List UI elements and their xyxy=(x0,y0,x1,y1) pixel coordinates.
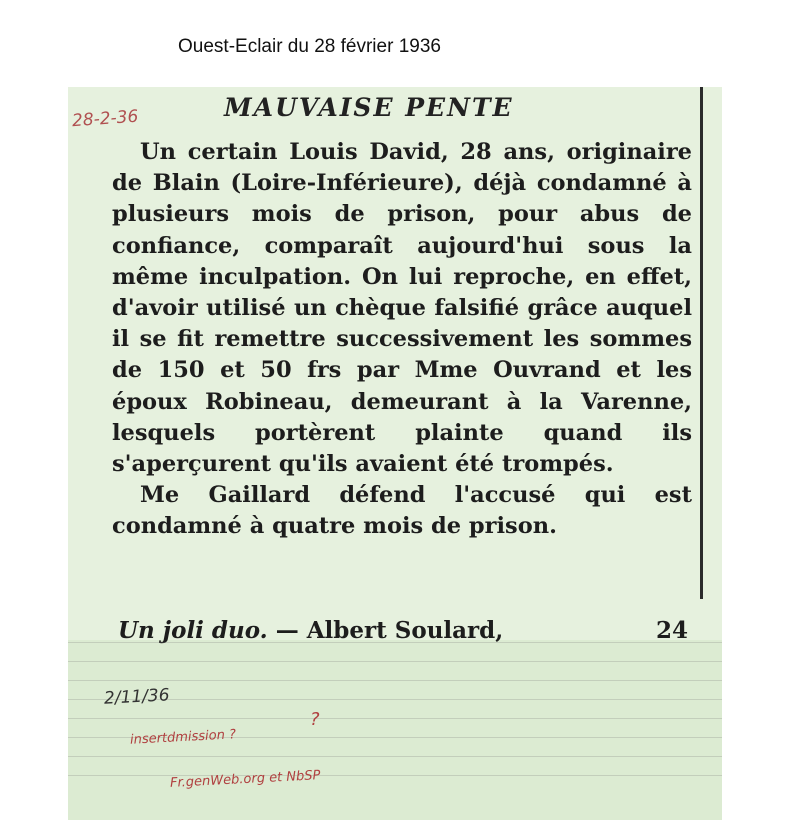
article-paragraph-2: Me Gaillard défend l'accusé qui est condamné à quatre mois de prison. xyxy=(112,482,692,540)
signoff-number: 24 xyxy=(655,617,688,644)
article-headline: MAUVAISE PENTE xyxy=(224,93,514,122)
article-paragraph-1: Un certain Louis David, 28 ans, originaire de Blain (Loire-Inférieure), déjà condamné à plusieurs mois de prison, pour abus de confiance, comparaît aujourd'hui sous la même inculpation. On lui reproche, en effet, d'avoir utilisé un chèque falsifié grâce auquel il se fit remettre successivement les sommes de 150 et 50 frs par Mme Ouvrand et les époux Robineau, demeurant à la Varenne, lesquels portèrent plainte quand ils s'aperçurent qu'ils avaient été trompés. xyxy=(112,139,692,478)
newspaper-clipping xyxy=(68,87,722,820)
signoff-author: — Albert Soulard, xyxy=(267,617,504,644)
column-rule xyxy=(700,87,703,599)
article-body xyxy=(112,137,692,543)
page-caption: Ouest-Eclair du 28 février 1936 xyxy=(178,36,441,57)
handwritten-date-top: 28-2-36 xyxy=(71,106,139,132)
signoff-title: Un joli duo. xyxy=(118,617,268,644)
article-signoff xyxy=(118,617,688,644)
handwritten-note-2: Fr.genWeb.org et NbSP xyxy=(169,768,321,791)
bleed-through-lines xyxy=(68,642,722,812)
handwritten-note-1: insertdmission ? xyxy=(129,727,237,748)
handwritten-question-mark: ? xyxy=(310,709,320,730)
handwritten-date-bottom: 2/11/36 xyxy=(103,685,171,709)
